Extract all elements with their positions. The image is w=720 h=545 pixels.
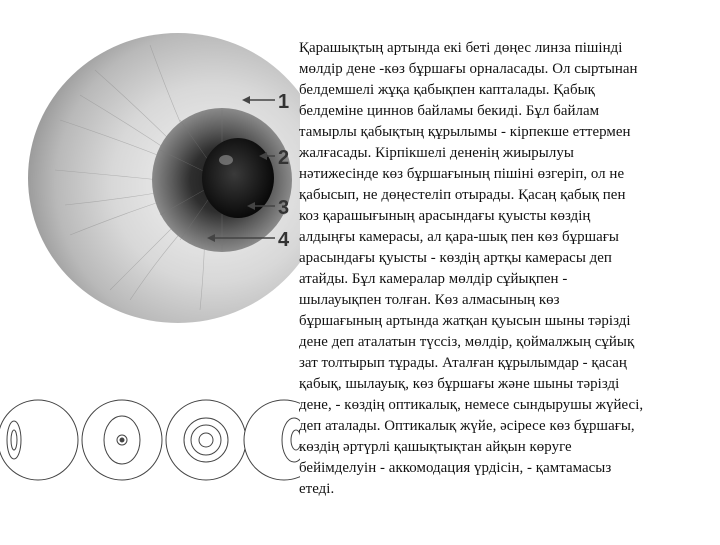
small-eye-2	[82, 400, 162, 480]
description-paragraph	[299, 38, 719, 500]
paragraph-line: бұршағының артында жатқан қуысын шыны тәрізді	[299, 313, 631, 329]
paragraph-line: дене, - көздің оптикалық, немесе сындырушы жүйесі,	[299, 397, 644, 413]
paragraph-line: қабысып, не дөңестеліп отырады. Қасаң қабық пен	[299, 187, 626, 203]
paragraph-line: бейімделуін - аккомодация үрдісін, - қамтамасыз	[299, 460, 612, 476]
eye-illustration	[0, 0, 300, 540]
paragraph-line: көздің әртүрлі қашықтықтан айқын көруге	[299, 439, 572, 455]
small-eye-diagrams	[0, 400, 300, 480]
paragraph-line: қабық, шылауық, көз бұршағы және шыны тәрізді	[299, 376, 620, 392]
small-eye-1	[0, 400, 78, 480]
paragraph-line: атайды. Бұл камералар мөлдір сұйықпен -	[299, 271, 568, 287]
eye-anatomy-figure	[0, 0, 300, 540]
paragraph-line: белдемшелі жұқа қабықпен капталады. Қабық	[299, 82, 595, 98]
label-3: 3	[278, 197, 290, 219]
paragraph-line: алдыңғы камерасы, ал қара-шық пен көз бұршағы	[299, 229, 619, 245]
paragraph-line: коз қарашығының арасындағы қуысты көздің	[299, 208, 591, 224]
paragraph-line: Қарашықтың артында екі беті дөңес линза пішінді	[299, 40, 623, 56]
paragraph-line: деп аталады. Оптикалық жүйе, әсіресе көз бұршағы,	[299, 418, 635, 434]
paragraph-line: шылауықпен толған. Көз алмасының көз	[299, 292, 560, 308]
paragraph-line: тамырлы қабықтың құрылымы - кірпекше еттермен	[299, 124, 631, 140]
label-1: 1	[278, 91, 290, 113]
paragraph-line: дене деп аталатын түссіз, мөлдір, қоймалжың сұйық	[299, 334, 635, 350]
label-2: 2	[278, 147, 290, 169]
paragraph-line: зат толтырып тұрады. Аталған құрылымдар - қасаң	[299, 355, 627, 371]
paragraph-line: мөлдір дене -көз бұршағы орналасады. Ол сыртынан	[299, 61, 638, 77]
paragraph-line: арасындағы қуысты - көздің артқы камерасы деп	[299, 250, 612, 266]
paragraph-line: нәтижесінде көз бұршағының пішіні өзгеріп, ол не	[299, 166, 625, 182]
iris	[152, 108, 292, 252]
paragraph-line: белдеміне циннов байламы бекиді. Бұл байлам	[299, 103, 600, 119]
label-4: 4	[278, 229, 290, 251]
paragraph-line: жалғасады. Кірпікшелі дененің жиырылуы	[299, 145, 574, 161]
paragraph-line: етеді.	[299, 481, 335, 497]
small-eye-4	[244, 400, 300, 480]
small-eye-3	[166, 400, 246, 480]
